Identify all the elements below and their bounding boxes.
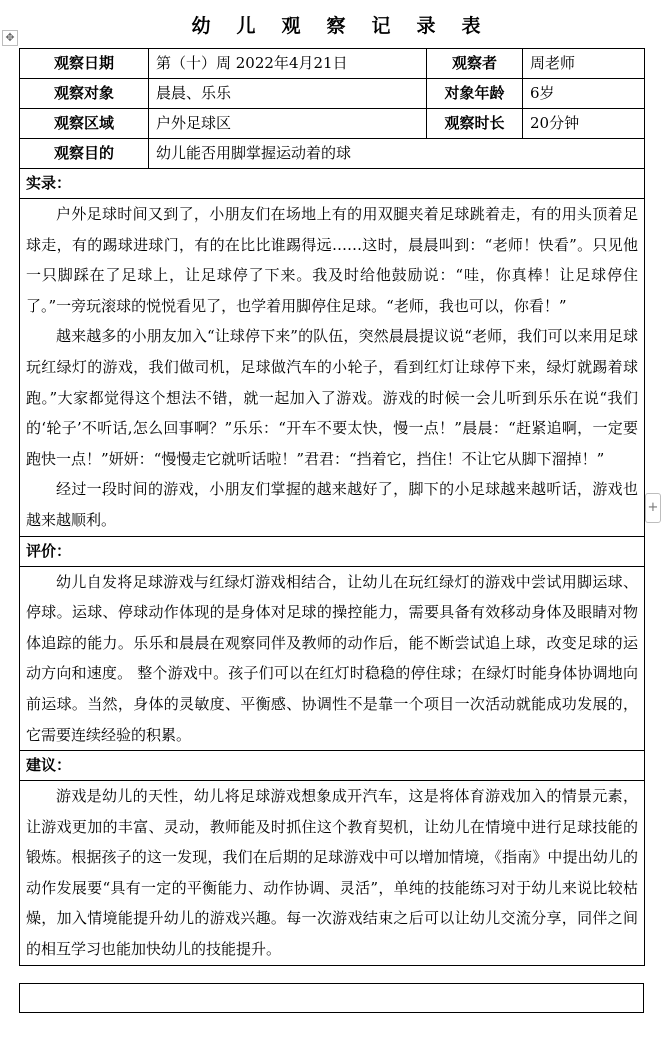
suggestion-paragraph: 游戏是幼儿的天性，幼儿将足球游戏想象成开汽车，这是将体育游戏加入的情景元素，让游戏更加的丰富、灵动，教师能及时抓住这个教育契机，让幼儿在情境中进行足球技能的锻炼。根据孩子的这一发现，我们在后期的足球游戏中可以增加情境，《指南》中提出幼儿的动作发展要“具有一定的平衡能力、动作协调、灵活”，单纯的技能练习对于幼儿来说比较枯燥，加入情境能提升幼儿的游戏兴趣。每一次游戏结束之后可以让幼儿交流分享，同伴之间的相互学习也能加快幼儿的技能提升。 — [26, 787, 638, 959]
record-content[interactable] — [20, 199, 645, 537]
evaluation-label: 评价： — [20, 536, 645, 566]
evaluation-paragraph: 幼儿自发将足球游戏与红绿灯游戏相结合，让幼儿在玩红绿灯的游戏中尝试用脚运球、停球。运球、停球动作体现的是身体对足球的操控能力，需要具备有效移动身体及眼睛对物体追踪的能力。乐乐和晨晨在观察同伴及教师的动作后，能不断尝试追上球，改变足球的运动方向和速度。 整个游戏中。孩子们可以在红灯时稳稳的停住球；在绿灯时能身体协调地向前运球。当然，身体的灵敏度、平衡感、协调性不是靠一个项目一次活动就能成功发展的，它需要连续经验的积累。 — [26, 572, 638, 744]
suggestion-label: 建议： — [20, 751, 645, 781]
observation-table — [19, 48, 645, 966]
subject-label: 观察对象 — [20, 79, 149, 109]
empty-bottom-table[interactable] — [19, 983, 644, 1013]
add-column-icon[interactable]: + — [645, 493, 661, 523]
age-label: 对象年龄 — [427, 79, 523, 109]
record-paragraph: 经过一段时间的游戏，小朋友们掌握的越来越好了，脚下的小足球越来越听话，游戏也越来越顺利。 — [26, 480, 638, 529]
subject-value[interactable]: 晨晨、乐乐 — [149, 79, 427, 109]
purpose-value[interactable]: 幼儿能否用脚掌握运动着的球 — [149, 139, 645, 169]
suggestion-content[interactable] — [20, 781, 645, 966]
area-value[interactable]: 户外足球区 — [149, 109, 427, 139]
evaluation-content[interactable] — [20, 566, 645, 751]
observer-label: 观察者 — [427, 49, 523, 79]
duration-label: 观察时长 — [427, 109, 523, 139]
page-title: 幼儿观察记录表 — [191, 15, 507, 37]
date-value[interactable]: 第（十）周 2022年4月21日 — [149, 49, 427, 79]
record-label: 实录： — [20, 169, 645, 199]
area-label: 观察区域 — [20, 109, 149, 139]
record-paragraph: 越来越多的小朋友加入“让球停下来”的队伍，突然晨晨提议说“老师，我们可以来用足球玩红绿灯的游戏，我们做司机，足球做汽车的小轮子，看到红灯让球停下来，绿灯就踢着球跑。”大家都觉得这个想法不错，就一起加入了游戏。游戏的时候一会儿听到乐乐在说“我们的‘轮子’不听话,怎么回事啊？”乐乐：“开车不要太快，慢一点！”晨晨：“赶紧追啊，一定要跑快一点！”妍妍：“慢慢走它就听话啦！”君君：“挡着它，挡住！不让它从脚下溜掉！” — [26, 327, 638, 468]
record-paragraph: 户外足球时间又到了，小朋友们在场地上有的用双腿夹着足球跳着走，有的用头顶着足球走，有的踢球进球门，有的在比比谁踢得远……这时，晨晨叫到：“老师！快看”。只见他一只脚踩在了足球上，让足球停了下来。我及时给他鼓励说：“哇，你真棒！让足球停住了。”一旁玩滚球的悦悦看见了，也学着用脚停住足球。“老师，我也可以，你看！” — [26, 205, 638, 315]
observer-value[interactable]: 周老师 — [523, 49, 645, 79]
duration-value[interactable]: 20分钟 — [523, 109, 645, 139]
table-move-handle-icon[interactable]: ✥ — [2, 30, 18, 46]
purpose-label: 观察目的 — [20, 139, 149, 169]
age-value[interactable]: 6岁 — [523, 79, 645, 109]
date-label: 观察日期 — [20, 49, 149, 79]
